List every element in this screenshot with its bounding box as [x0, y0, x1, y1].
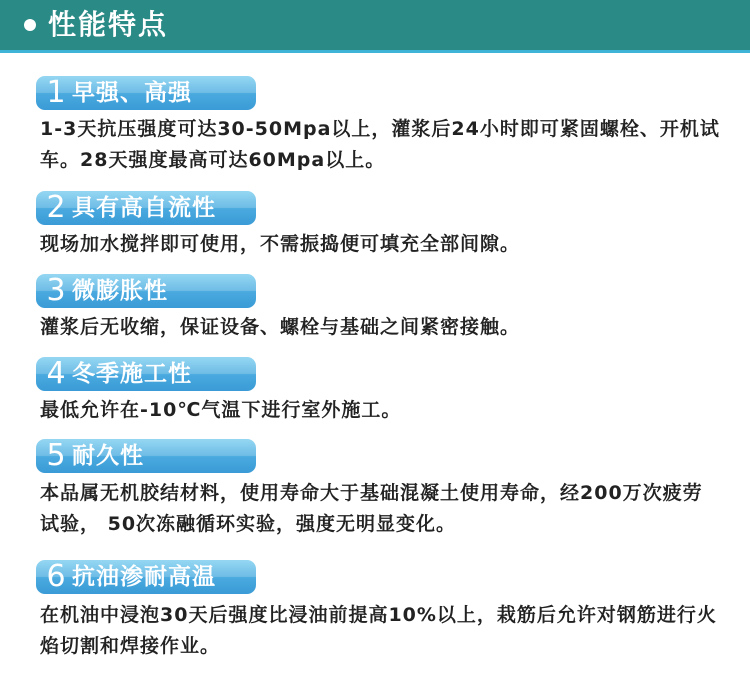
feature-description-6: 在机油中浸泡30天后强度比浸油前提高10%以上，栽筋后允许对钢筋进行火焰切割和焊接作业。	[40, 604, 717, 657]
feature-number: 5	[46, 439, 66, 473]
feature-description-1: 1-3天抗压强度可达30-50Mpa以上，灌浆后24小时即可紧固螺栓、开机试车。28天强度最高可达60Mpa以上。	[40, 118, 720, 171]
bullet-dot-icon	[24, 19, 36, 31]
feature-number: 2	[46, 191, 66, 225]
feature-description-4: 最低允许在-10℃气温下进行室外施工。	[40, 399, 402, 421]
feature-heading-2	[36, 191, 256, 225]
feature-heading-1	[36, 76, 256, 110]
feature-number: 3	[46, 274, 66, 308]
feature-description-3: 灌浆后无收缩，保证设备、螺栓与基础之间紧密接触。	[40, 316, 521, 338]
feature-description-5: 本品属无机胶结材料，使用寿命大于基础混凝土使用寿命，经200万次疲劳试验， 50次冻融循环实验，强度无明显变化。	[40, 482, 703, 535]
feature-description-2: 现场加水搅拌即可使用，不需振捣便可填充全部间隙。	[40, 233, 521, 255]
feature-title: 微膨胀性	[72, 278, 168, 304]
feature-title: 具有高自流性	[72, 195, 216, 221]
feature-number: 1	[46, 76, 66, 110]
feature-number: 4	[46, 357, 66, 391]
feature-heading-6	[36, 560, 256, 594]
feature-title: 早强、高强	[72, 80, 192, 106]
feature-number: 6	[46, 560, 66, 594]
section-header	[0, 0, 750, 50]
feature-title: 冬季施工性	[72, 361, 192, 387]
feature-heading-3	[36, 274, 256, 308]
feature-heading-5	[36, 439, 256, 473]
header-divider	[0, 50, 750, 53]
section-title: 性能特点	[48, 8, 169, 41]
feature-heading-4	[36, 357, 256, 391]
feature-title: 耐久性	[72, 443, 144, 469]
feature-title: 抗油渗耐高温	[72, 564, 216, 590]
